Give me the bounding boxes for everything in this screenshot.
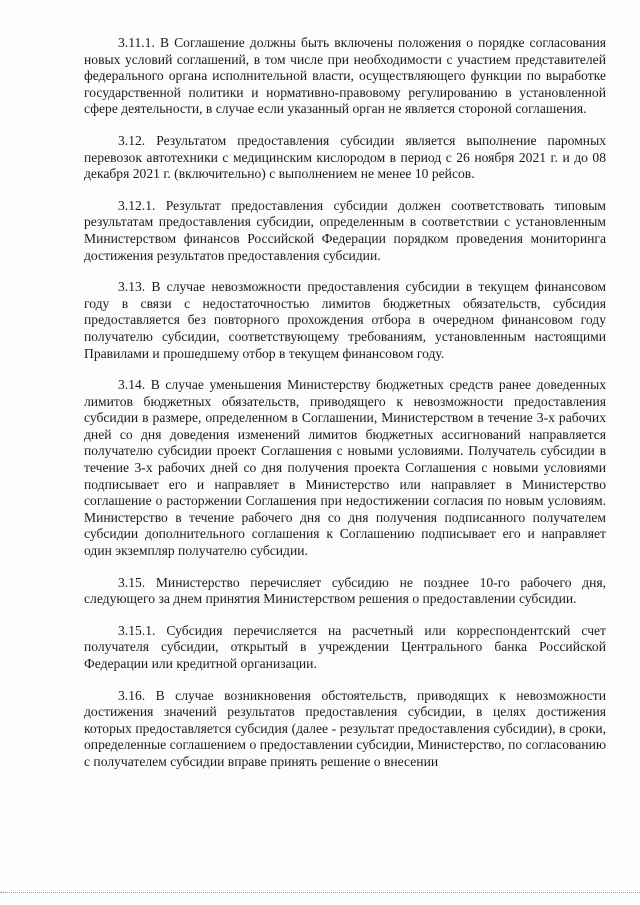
document-body <box>84 35 606 786</box>
paragraph-3-13: 3.13. В случае невозможности предоставления субсидии в текущем финансовом году в связи с недостаточностью лимитов бюджетных обязательств, субсидия предоставляется без повторного прохождения отбора в очередном финансовом году получателю субсидии, соответствующему требованиям, установленным настоящими Правилами и прошедшему отбор в текущем финансовом году. <box>84 279 606 361</box>
paragraph-3-11-1: 3.11.1. В Соглашение должны быть включены положения о порядке согласования новых условий соглашений, в том числе при необходимости с участием представителей федерального органа исполнительной власти, осуществляющего функции по выработке государственной политики и нормативно-правовому регулированию в установленной сфере деятельности, в случае если указанный орган не является стороной соглашения. <box>84 35 606 117</box>
paragraph-3-12-1: 3.12.1. Результат предоставления субсидии должен соответствовать типовым результатам предоставления субсидии, определенным в соответствии с установленным Министерством финансов Российской Федерации порядком проведения мониторинга достижения результатов предоставления субсидии. <box>84 197 606 263</box>
paragraph-3-12: 3.12. Результатом предоставления субсидии является выполнение паромных перевозок автотехники с медицинским кислородом в период с 26 ноября 2021 г. и до 08 декабря 2021 г. (включительно) с выполнением не менее 10 рейсов. <box>84 132 606 182</box>
paragraph-3-16: 3.16. В случае возникновения обстоятельств, приводящих к невозможности достижения значений результатов предоставления субсидии, в целях достижения которых предоставляется субсидия (далее - результат предоставления субсидии), в сроки, определенные соглашением о предоставлении субсидии, Министерство, по согласованию с получателем субсидии вправе принять решение о внесении <box>84 687 606 769</box>
paragraph-3-15-1: 3.15.1. Субсидия перечисляется на расчетный или корреспондентский счет получателя субсидии, открытый в учреждении Центрального банка Российской Федерации или кредитной организации. <box>84 622 606 671</box>
paragraph-3-15: 3.15. Министерство перечисляет субсидию не позднее 10-го рабочего дня, следующего за днем принятия Министерством решения о предоставлении субсидии. <box>84 574 606 607</box>
page-bottom-edge <box>0 892 640 893</box>
paragraph-3-14: 3.14. В случае уменьшения Министерству бюджетных средств ранее доведенных лимитов бюджетных обязательств, приводящего к невозможности предоставления субсидии в размере, определенном в Соглашении, Министерством в течение 3-х рабочих дней со дня доведения изменений лимитов бюджетных ассигнований направляется получателю субсидии проект Соглашения с новыми условиями. Получатель субсидии в течение 3-х рабочих дней со дня получения проекта Соглашения с новыми условиями подписывает его и направляет в Министерство или направляет в Министерство соглашение о расторжении Соглашения при недостижении согласия по новым условиям. Министерство в течение рабочего дня со дня получения подписанного получателем субсидии дополнительного соглашения к Соглашению подписывает его и направляет один экземпляр получателю субсидии. <box>84 377 606 559</box>
